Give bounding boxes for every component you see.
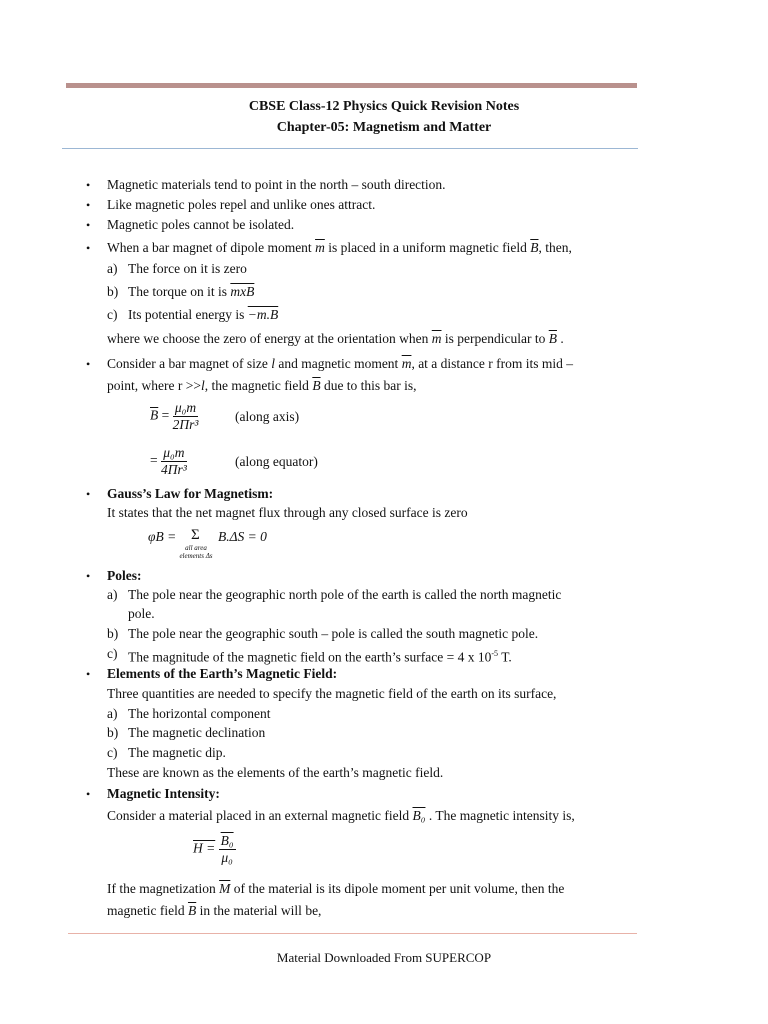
text: Consider a material placed in an external magnetic field bbox=[107, 808, 410, 823]
text: magnetic field bbox=[107, 903, 185, 918]
vector-m: $\overline{m}$ bbox=[401, 356, 412, 371]
text-line: The pole near the geographic north pole of the earth is called the north magnetic bbox=[128, 587, 562, 602]
exponent: -5 bbox=[491, 649, 499, 658]
section-heading: Magnetic Intensity: bbox=[107, 786, 220, 801]
sum-subscript: elements Δs bbox=[179, 552, 213, 560]
vector-B: $\overline{B}$ bbox=[312, 378, 321, 393]
numerator: B₀ bbox=[220, 833, 234, 848]
bullet: • bbox=[86, 667, 91, 681]
text: is perpendicular to bbox=[444, 331, 546, 346]
text: Consider a bar magnet of size bbox=[107, 356, 268, 371]
text-line bbox=[128, 283, 254, 301]
bullet: • bbox=[86, 357, 91, 371]
bullet: • bbox=[86, 218, 91, 232]
text: Its potential energy is bbox=[128, 307, 245, 322]
list-label: a) bbox=[107, 587, 118, 602]
vector-m: $\overline{m}$ bbox=[431, 331, 442, 346]
section-heading: Poles: bbox=[107, 568, 142, 583]
equation-axis bbox=[150, 400, 198, 433]
text: When a bar magnet of dipole moment bbox=[107, 240, 312, 255]
denominator: μ₀ bbox=[221, 850, 233, 865]
section-heading: Gauss’s Law for Magnetism: bbox=[107, 486, 274, 501]
text-line: Three quantities are needed to specify the magnetic field of the earth on its surface, bbox=[107, 686, 557, 701]
list-label: a) bbox=[107, 261, 118, 276]
text: is placed in a uniform magnetic field bbox=[328, 240, 527, 255]
vector-B: $\overline{B}$ bbox=[187, 903, 197, 918]
text-line: The horizontal component bbox=[128, 706, 271, 721]
equation-note: (along axis) bbox=[235, 409, 300, 424]
text: of the material is its dipole moment per unit volume, then the bbox=[233, 881, 565, 896]
section-heading: Elements of the Earth’s Magnetic Field: bbox=[107, 666, 338, 681]
top-rule bbox=[66, 83, 637, 88]
text-line bbox=[107, 807, 575, 825]
text: in the material will be, bbox=[199, 903, 322, 918]
math-expr: −m.B bbox=[247, 307, 279, 322]
text: The magnitude of the magnetic field on the earth’s surface = 4 x 10 bbox=[128, 649, 492, 665]
text-line: Magnetic poles cannot be isolated. bbox=[107, 217, 295, 232]
text-line: The pole near the geographic south – pole is called the south magnetic pole. bbox=[128, 626, 539, 641]
text-line bbox=[107, 355, 573, 373]
bullet: • bbox=[86, 241, 91, 255]
text: T. bbox=[501, 649, 512, 665]
text: If the magnetization bbox=[107, 881, 216, 896]
text-line: The magnetic dip. bbox=[128, 745, 226, 760]
vector-B: $\overline{B}$ bbox=[530, 240, 539, 255]
bullet: • bbox=[86, 787, 91, 801]
text-line: These are known as the elements of the earth’s magnetic field. bbox=[107, 765, 444, 780]
text-line: Magnetic materials tend to point in the north – south direction. bbox=[107, 177, 446, 192]
header-divider bbox=[62, 148, 638, 149]
text: The torque on it is bbox=[128, 284, 227, 299]
text: . The magnetic intensity is, bbox=[428, 808, 575, 823]
footer-text: Material Downloaded From SUPERCOP bbox=[276, 950, 492, 965]
fraction bbox=[161, 445, 187, 478]
bullet: • bbox=[86, 178, 91, 192]
list-label: b) bbox=[107, 284, 119, 299]
chapter-title: Chapter-05: Magnetism and Matter bbox=[276, 120, 492, 135]
vector-H: H = bbox=[193, 840, 216, 856]
text-line: The force on it is zero bbox=[128, 261, 247, 276]
symbol-l: l bbox=[271, 356, 275, 371]
text: , at a distance r from its mid – bbox=[411, 356, 574, 371]
vector-B: $\overline{B}$ bbox=[150, 407, 159, 423]
list-label: c) bbox=[107, 307, 118, 322]
footer-divider bbox=[68, 933, 637, 934]
gauss-rhs: B.ΔS = 0 bbox=[218, 529, 267, 544]
text-line bbox=[107, 902, 321, 920]
list-label: c) bbox=[107, 646, 118, 661]
text: where we choose the zero of energy at the orientation when bbox=[107, 331, 429, 346]
text-line bbox=[107, 239, 572, 257]
equals: = bbox=[161, 407, 170, 423]
text-line: It states that the net magnet flux through any closed surface is zero bbox=[107, 505, 468, 520]
bullet: • bbox=[86, 569, 91, 583]
fraction bbox=[219, 833, 236, 866]
equation-note: (along equator) bbox=[235, 454, 318, 469]
math-expr: $\overline{mxB}$ bbox=[230, 284, 255, 299]
text-line: The magnetic declination bbox=[128, 725, 266, 740]
list-label: b) bbox=[107, 626, 119, 641]
text-line bbox=[107, 377, 417, 395]
text: , then, bbox=[538, 240, 572, 255]
equation-equator bbox=[150, 445, 187, 478]
sum-subscript: all area bbox=[185, 544, 207, 552]
denominator: 4Πr³ bbox=[161, 462, 187, 477]
page-title: CBSE Class-12 Physics Quick Revision Notes bbox=[248, 99, 520, 114]
text-line bbox=[107, 880, 564, 898]
vector-B0: B₀ bbox=[412, 808, 426, 823]
bullet: • bbox=[86, 198, 91, 212]
vector-m: $\overline{m}$ bbox=[315, 240, 325, 255]
fraction bbox=[173, 400, 199, 433]
text: due to this bar is, bbox=[323, 378, 417, 393]
symbol-l: l bbox=[200, 378, 205, 393]
vector-B: $\overline{B}$ bbox=[548, 331, 557, 346]
numerator: μ₀m bbox=[161, 445, 187, 462]
text: . bbox=[560, 331, 564, 346]
list-label: c) bbox=[107, 745, 118, 760]
equals: = bbox=[150, 452, 158, 468]
list-label: a) bbox=[107, 706, 118, 721]
text-line bbox=[128, 645, 512, 667]
text-line: pole. bbox=[128, 606, 155, 621]
numerator: μ₀m bbox=[173, 400, 199, 417]
text-line bbox=[107, 330, 564, 348]
text: and magnetic moment bbox=[278, 356, 399, 371]
text-line bbox=[128, 306, 278, 324]
text: point, where r >> bbox=[107, 378, 201, 393]
text: , the magnetic field bbox=[204, 378, 309, 393]
equation-intensity bbox=[193, 833, 236, 866]
vector-M: $\overline{M}$ bbox=[219, 881, 231, 896]
gauss-lhs: φB = bbox=[148, 529, 177, 544]
bullet: • bbox=[86, 487, 91, 501]
list-label: b) bbox=[107, 725, 119, 740]
sum-symbol: Σ bbox=[191, 527, 200, 543]
text-line: Like magnetic poles repel and unlike ones attract. bbox=[107, 197, 376, 212]
denominator: 2Πr³ bbox=[172, 417, 199, 432]
